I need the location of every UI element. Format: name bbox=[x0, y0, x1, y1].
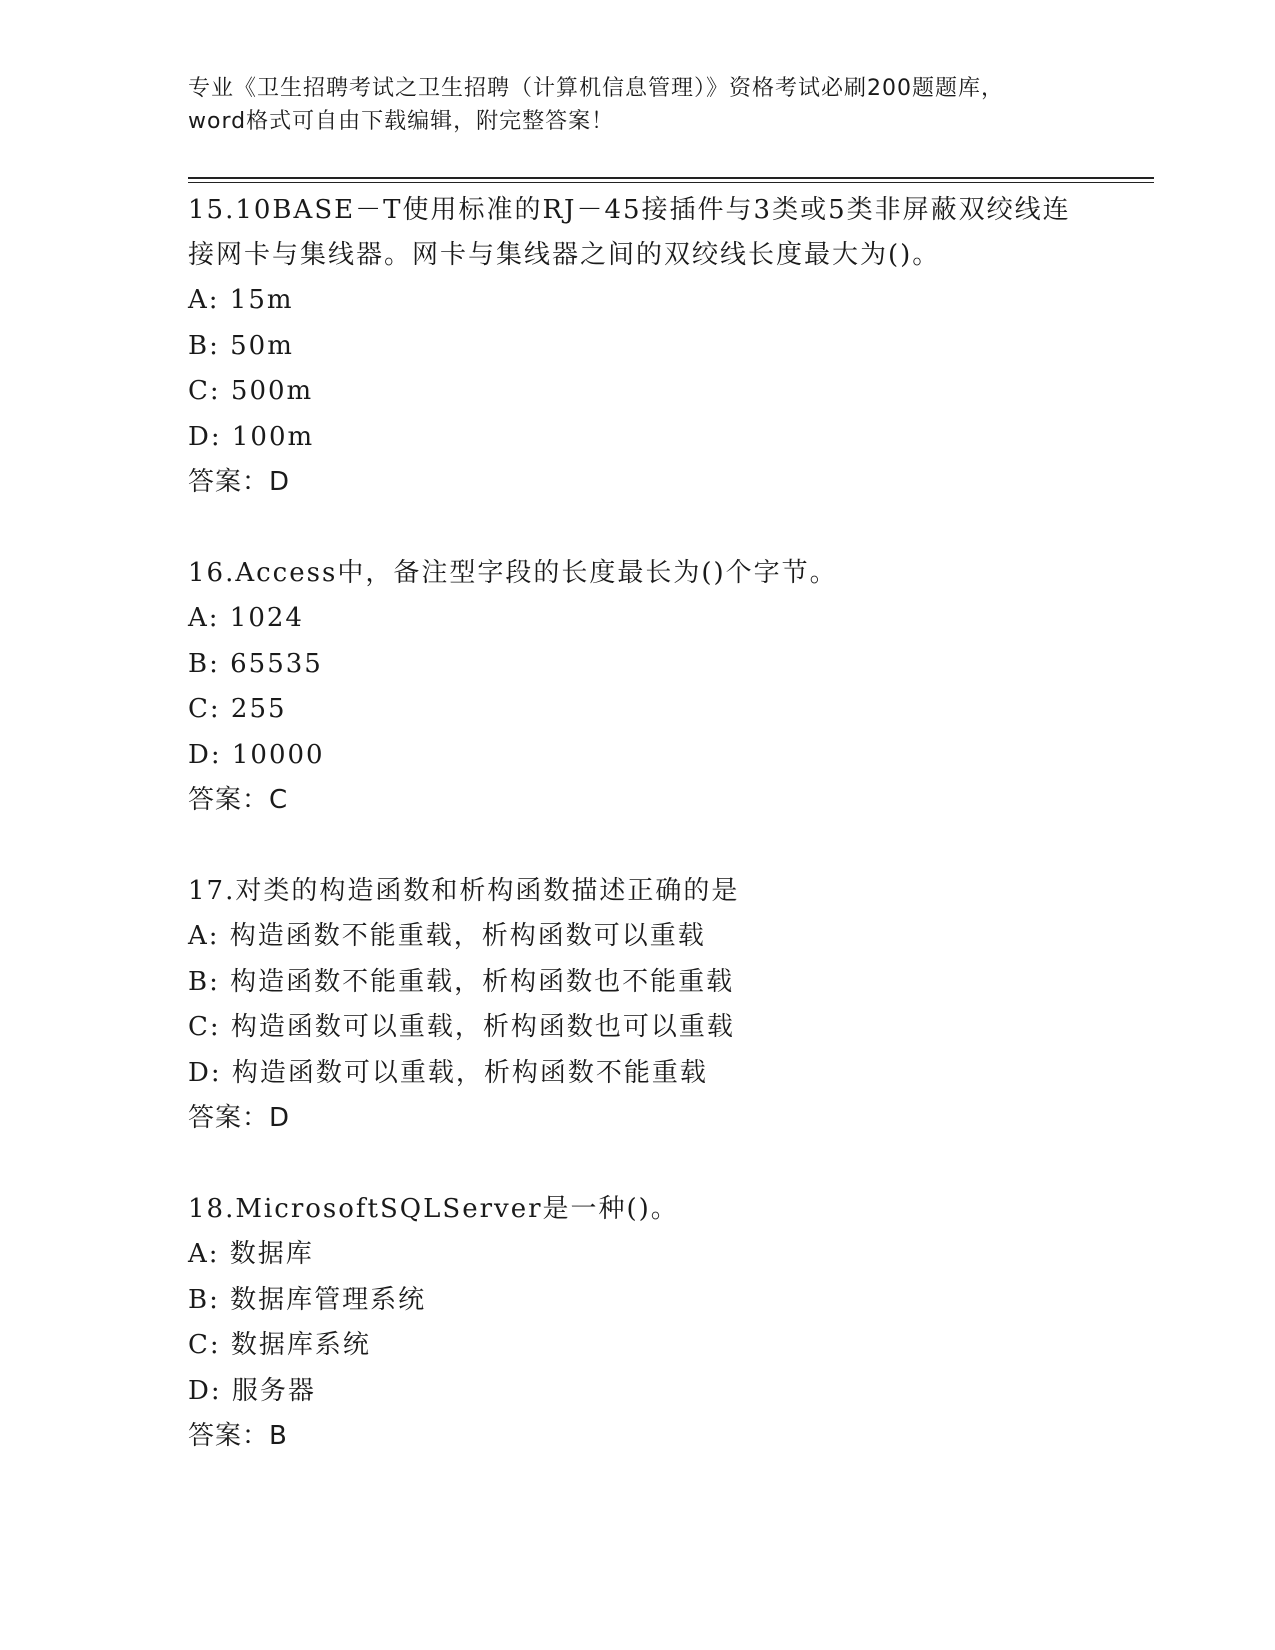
option-b: B: 数据库管理系统 bbox=[188, 1284, 427, 1315]
question-stem: 16.Access中，备注型字段的长度最长为()个字节。 bbox=[188, 558, 838, 588]
option-a: A: 15m bbox=[188, 285, 294, 315]
option-a: A: 数据库 bbox=[188, 1239, 314, 1269]
question-list bbox=[188, 188, 1088, 1505]
question-stem: 15.10BASE－T使用标准的RJ－45接插件与3类或5类非屏蔽双绞线连接网卡与集线器。网卡与集线器之间的双绞线长度最大为()。 bbox=[188, 195, 1071, 270]
question-18 bbox=[188, 1187, 1088, 1459]
header-line-1: 专业《卫生招聘考试之卫生招聘（计算机信息管理）》资格考试必刷200题题库， bbox=[188, 76, 1004, 101]
question-17 bbox=[188, 869, 1088, 1141]
header-divider-thick bbox=[188, 177, 1154, 179]
header-line-2: word格式可自由下载编辑，附完整答案！ bbox=[188, 109, 615, 134]
option-c: C: 255 bbox=[188, 694, 287, 724]
answer-label: 答案：C bbox=[188, 785, 289, 815]
option-d: D: 构造函数可以重载，析构函数不能重载 bbox=[188, 1057, 708, 1088]
question-stem: 18.MicrosoftSQLServer是一种()。 bbox=[188, 1194, 679, 1224]
answer-label: 答案：B bbox=[188, 1421, 288, 1451]
option-d: D: 服务器 bbox=[188, 1375, 316, 1406]
header-divider-thin bbox=[188, 182, 1154, 183]
question-stem: 17.对类的构造函数和析构函数描述正确的是 bbox=[188, 876, 740, 906]
option-d: D: 10000 bbox=[188, 739, 325, 770]
option-c: C: 构造函数可以重载，析构函数也可以重载 bbox=[188, 1012, 735, 1042]
option-b: B: 65535 bbox=[188, 648, 323, 679]
question-15 bbox=[188, 188, 1088, 505]
option-c: C: 500m bbox=[188, 376, 314, 406]
answer-label: 答案：D bbox=[188, 467, 291, 497]
option-a: A: 构造函数不能重载，析构函数可以重载 bbox=[188, 921, 706, 951]
document-header bbox=[188, 72, 1088, 138]
answer-label: 答案：D bbox=[188, 1103, 291, 1133]
option-b: B: 50m bbox=[188, 330, 294, 361]
question-16 bbox=[188, 551, 1088, 823]
option-d: D: 100m bbox=[188, 421, 315, 452]
option-b: B: 构造函数不能重载，析构函数也不能重载 bbox=[188, 966, 735, 997]
option-a: A: 1024 bbox=[188, 603, 304, 633]
option-c: C: 数据库系统 bbox=[188, 1330, 371, 1360]
